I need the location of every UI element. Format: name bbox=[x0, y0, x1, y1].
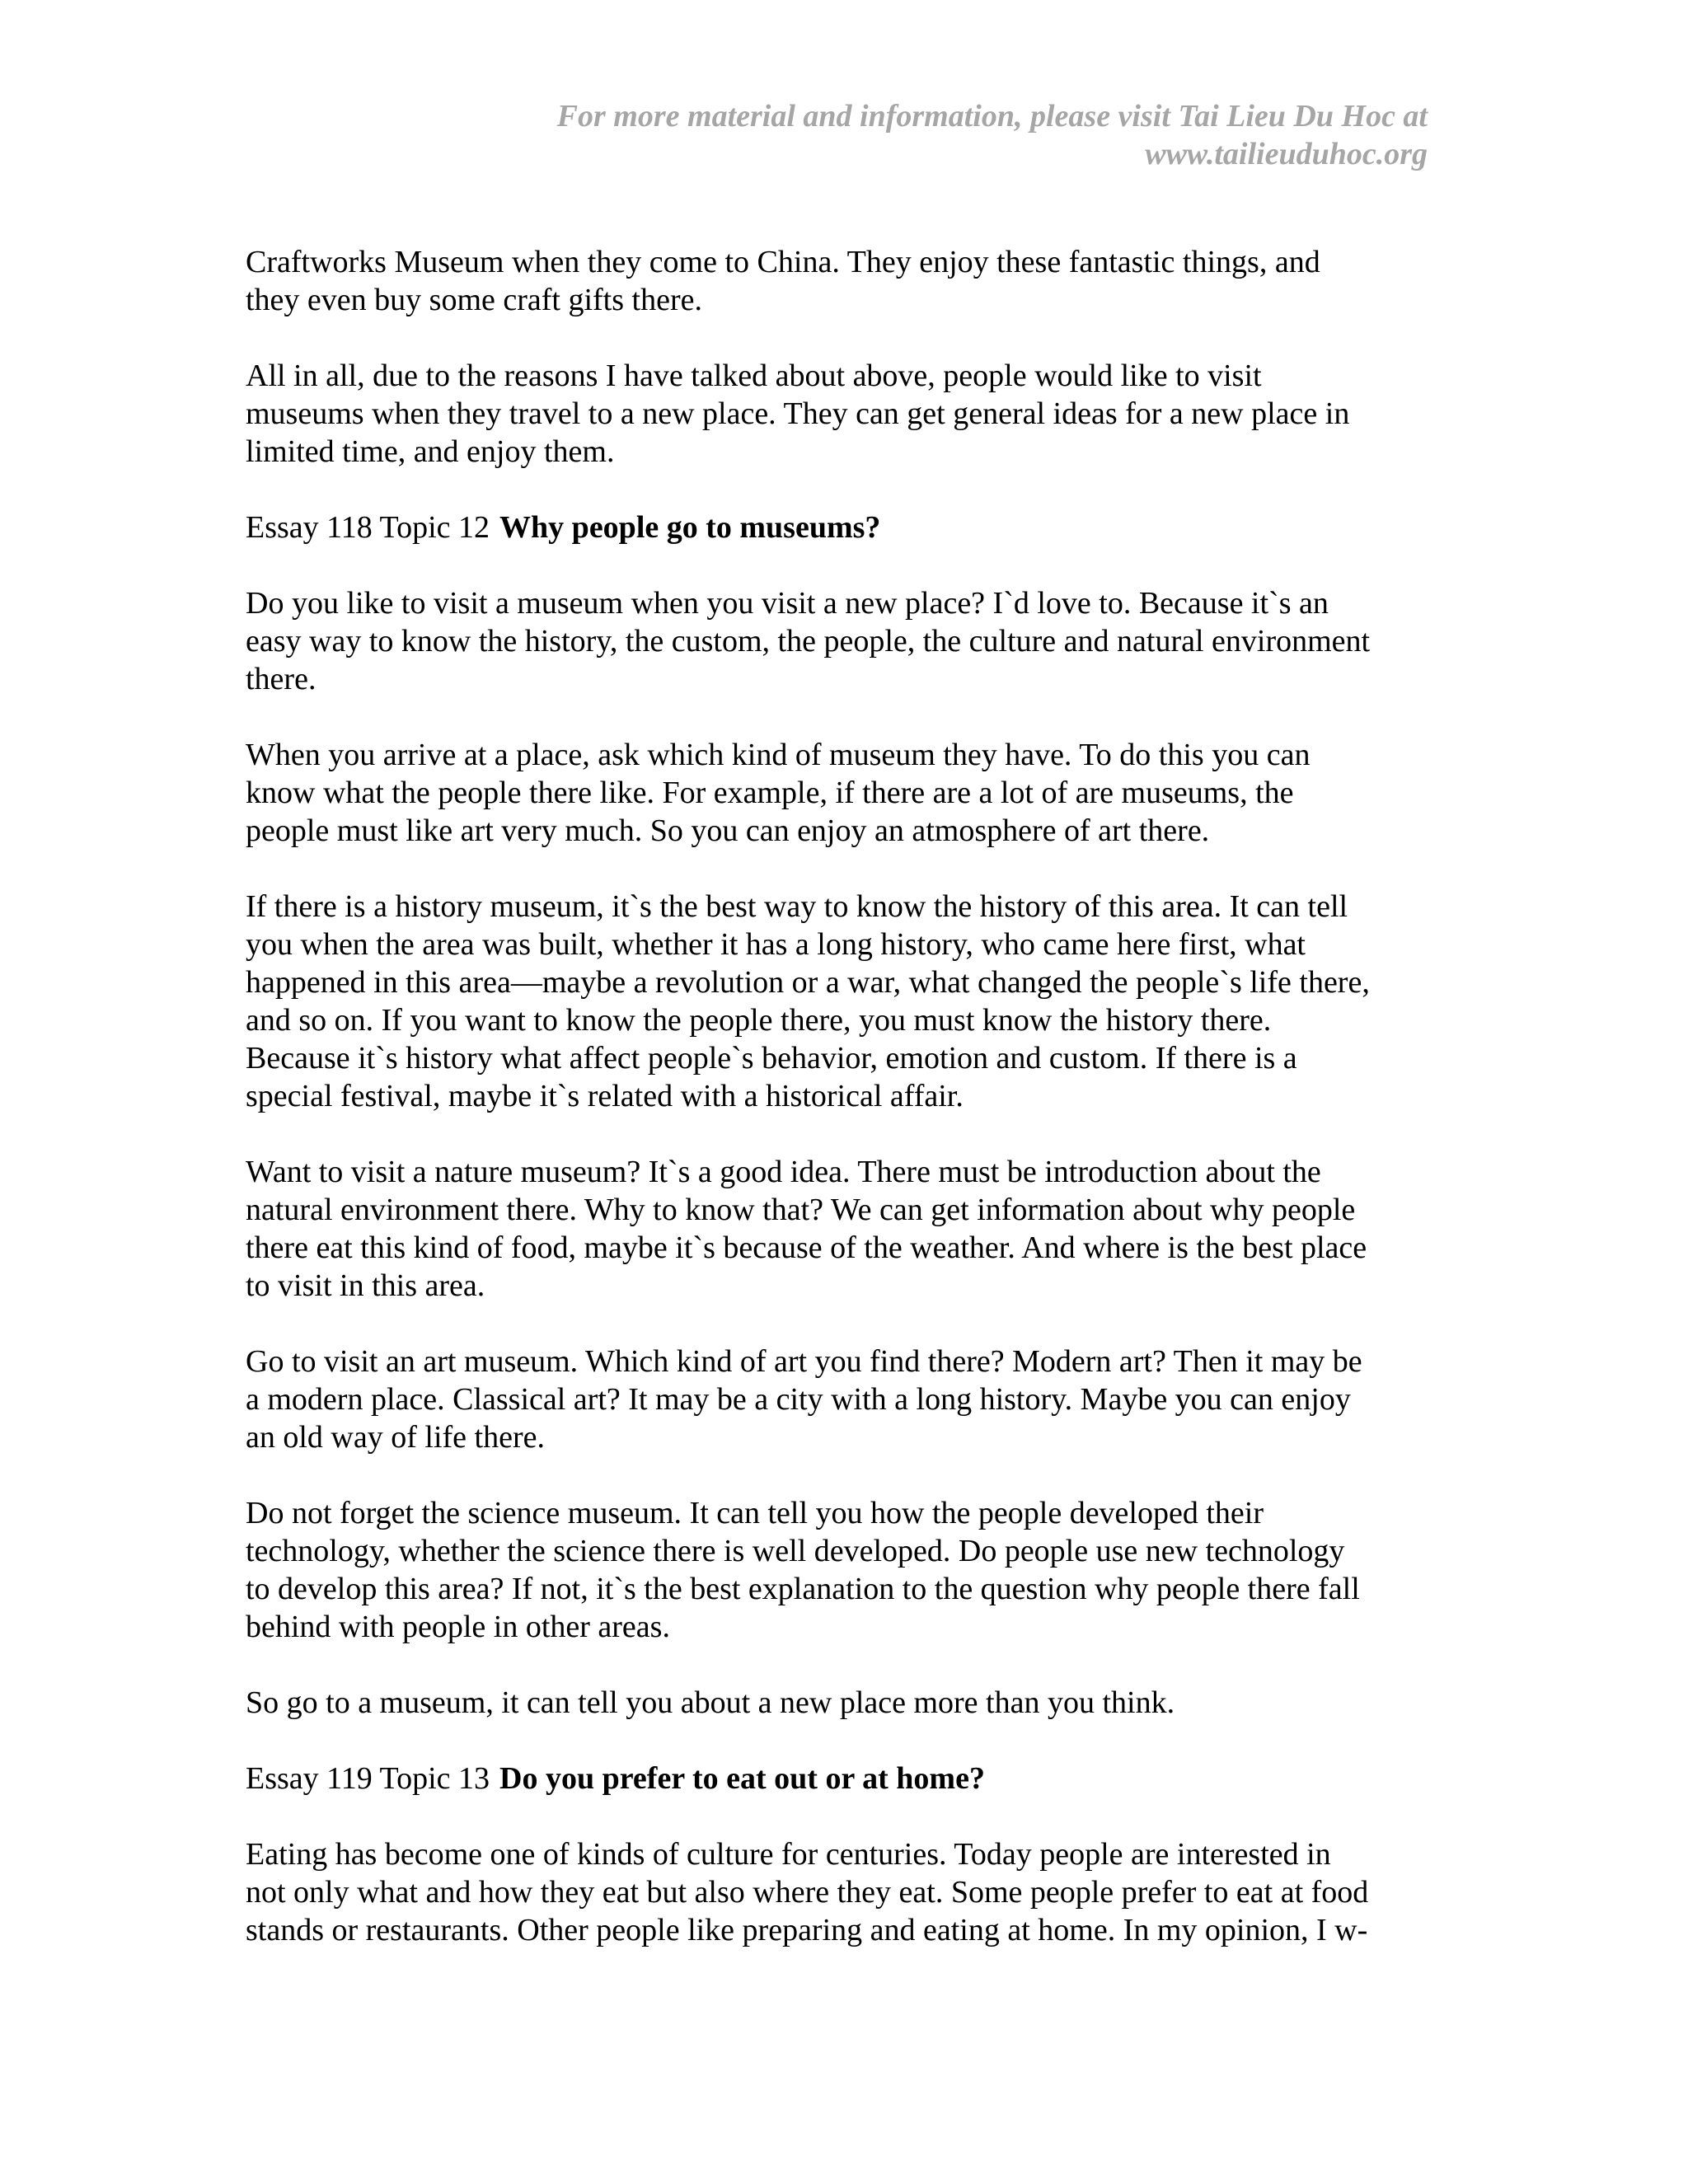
paragraph-line: limited time, and enjoy them. bbox=[246, 434, 615, 469]
paragraph-line: special festival, maybe it`s related with a historical affair. bbox=[246, 1079, 964, 1113]
paragraph-line: not only what and how they eat but also where they eat. Some people prefer to eat at food bbox=[246, 1875, 1369, 1910]
paragraph-line: When you arrive at a place, ask which kind of museum they have. To do this you can bbox=[246, 738, 1311, 772]
paragraph bbox=[246, 1153, 1446, 1305]
paragraph-line: So go to a museum, it can tell you about a new place more than you think. bbox=[246, 1685, 1175, 1720]
paragraph-line: they even buy some craft gifts there. bbox=[246, 283, 702, 317]
paragraph-line: behind with people in other areas. bbox=[246, 1610, 670, 1644]
paragraph-line: If there is a history museum, it`s the best way to know the history of this area. It can tell bbox=[246, 889, 1348, 924]
header-line-1: For more material and information, please visit Tai Lieu Du Hoc at bbox=[556, 99, 1428, 134]
paragraph bbox=[246, 1684, 1446, 1722]
paragraph-line: All in all, due to the reasons I have talked about above, people would like to visit bbox=[246, 359, 1262, 393]
essay-heading-title: Do you prefer to eat out or at home? bbox=[499, 1761, 985, 1796]
paragraph-line: know what the people there like. For example, if there are a lot of are museums, the bbox=[246, 776, 1294, 810]
paragraph bbox=[246, 1343, 1446, 1456]
paragraph-line: you when the area was built, whether it has a long history, who came here first, what bbox=[246, 927, 1306, 962]
header-line-2: www.tailieuduhoc.org bbox=[1145, 137, 1428, 171]
paragraph-line: Do you like to visit a museum when you visit a new place? I`d love to. Because it`s an bbox=[246, 586, 1329, 621]
paragraph-line: happened in this area—maybe a revolution or a war, what changed the people`s life there, bbox=[246, 965, 1370, 1000]
paragraph-line: stands or restaurants. Other people like preparing and eating at home. In my opinion, I w- bbox=[246, 1913, 1368, 1947]
paragraph-line: natural environment there. Why to know that? We can get information about why people bbox=[246, 1193, 1356, 1227]
paragraph-line: a modern place. Classical art? It may be a city with a long history. Maybe you can enjoy bbox=[246, 1382, 1351, 1417]
paragraph-line: an old way of life there. bbox=[246, 1420, 545, 1455]
paragraph-line: to visit in this area. bbox=[246, 1268, 485, 1303]
paragraph bbox=[246, 736, 1446, 850]
paragraph-line: there. bbox=[246, 662, 316, 696]
paragraph bbox=[246, 243, 1446, 319]
paragraph bbox=[246, 357, 1446, 471]
paragraph-line: easy way to know the history, the custom, the people, the culture and natural environment bbox=[246, 624, 1371, 658]
page-header bbox=[356, 97, 1428, 173]
paragraph-line: technology, whether the science there is well developed. Do people use new technology bbox=[246, 1534, 1345, 1568]
paragraph bbox=[246, 1494, 1446, 1646]
paragraph-line: Craftworks Museum when they come to China. They enjoy these fantastic things, and bbox=[246, 245, 1320, 279]
document-body bbox=[246, 243, 1446, 1987]
paragraph-line: and so on. If you want to know the people there, you must know the history there. bbox=[246, 1003, 1272, 1038]
paragraph-line: people must like art very much. So you can enjoy an atmosphere of art there. bbox=[246, 813, 1210, 848]
essay-heading-label: Essay 119 Topic 13 bbox=[246, 1761, 490, 1796]
paragraph-line: Eating has become one of kinds of culture for centuries. Today people are interested in bbox=[246, 1837, 1331, 1872]
essay-heading bbox=[246, 509, 1446, 546]
paragraph-line: Do not forget the science museum. It can tell you how the people developed their bbox=[246, 1496, 1264, 1530]
paragraph-line: Want to visit a nature museum? It`s a good idea. There must be introduction about the bbox=[246, 1155, 1321, 1189]
essay-heading-label: Essay 118 Topic 12 bbox=[246, 510, 490, 545]
paragraph-line: museums when they travel to a new place. They can get general ideas for a new place in bbox=[246, 396, 1350, 431]
paragraph bbox=[246, 888, 1446, 1115]
paragraph-line: Go to visit an art museum. Which kind of art you find there? Modern art? Then it may be bbox=[246, 1344, 1362, 1379]
paragraph bbox=[246, 1835, 1446, 1949]
paragraph-line: to develop this area? If not, it`s the best explanation to the question why people there fall bbox=[246, 1572, 1360, 1606]
essay-heading-title: Why people go to museums? bbox=[499, 510, 881, 545]
paragraph bbox=[246, 584, 1446, 698]
essay-heading bbox=[246, 1760, 1446, 1797]
paragraph-line: Because it`s history what affect people`s behavior, emotion and custom. If there is a bbox=[246, 1041, 1297, 1076]
paragraph-line: there eat this kind of food, maybe it`s because of the weather. And where is the best place bbox=[246, 1230, 1367, 1265]
